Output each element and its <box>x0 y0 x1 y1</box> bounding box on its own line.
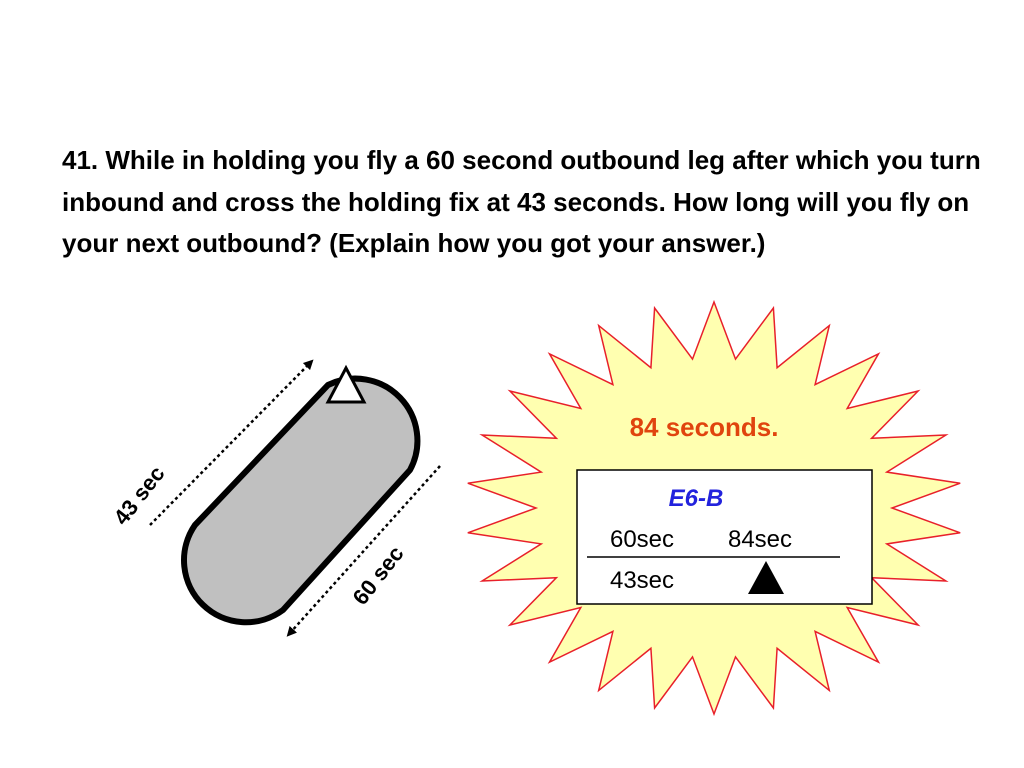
answer-text: 84 seconds. <box>629 412 779 442</box>
question-text: 41. While in holding you fly a 60 second outbound leg after which you turn inbound and cross the holding fix at 43 seconds. How long will you fly on your next outbound? (Explain how you got your answer.) <box>62 145 981 258</box>
e6b-top-left: 60sec <box>609 526 675 553</box>
outbound-leg-label: 60 sec <box>347 541 409 610</box>
e6b-top-right: 84sec <box>727 526 793 553</box>
e6b-bottom-left: 43sec <box>609 567 675 594</box>
inbound-leg-label: 43 sec <box>108 461 170 530</box>
e6b-title: E6-B <box>668 485 724 512</box>
